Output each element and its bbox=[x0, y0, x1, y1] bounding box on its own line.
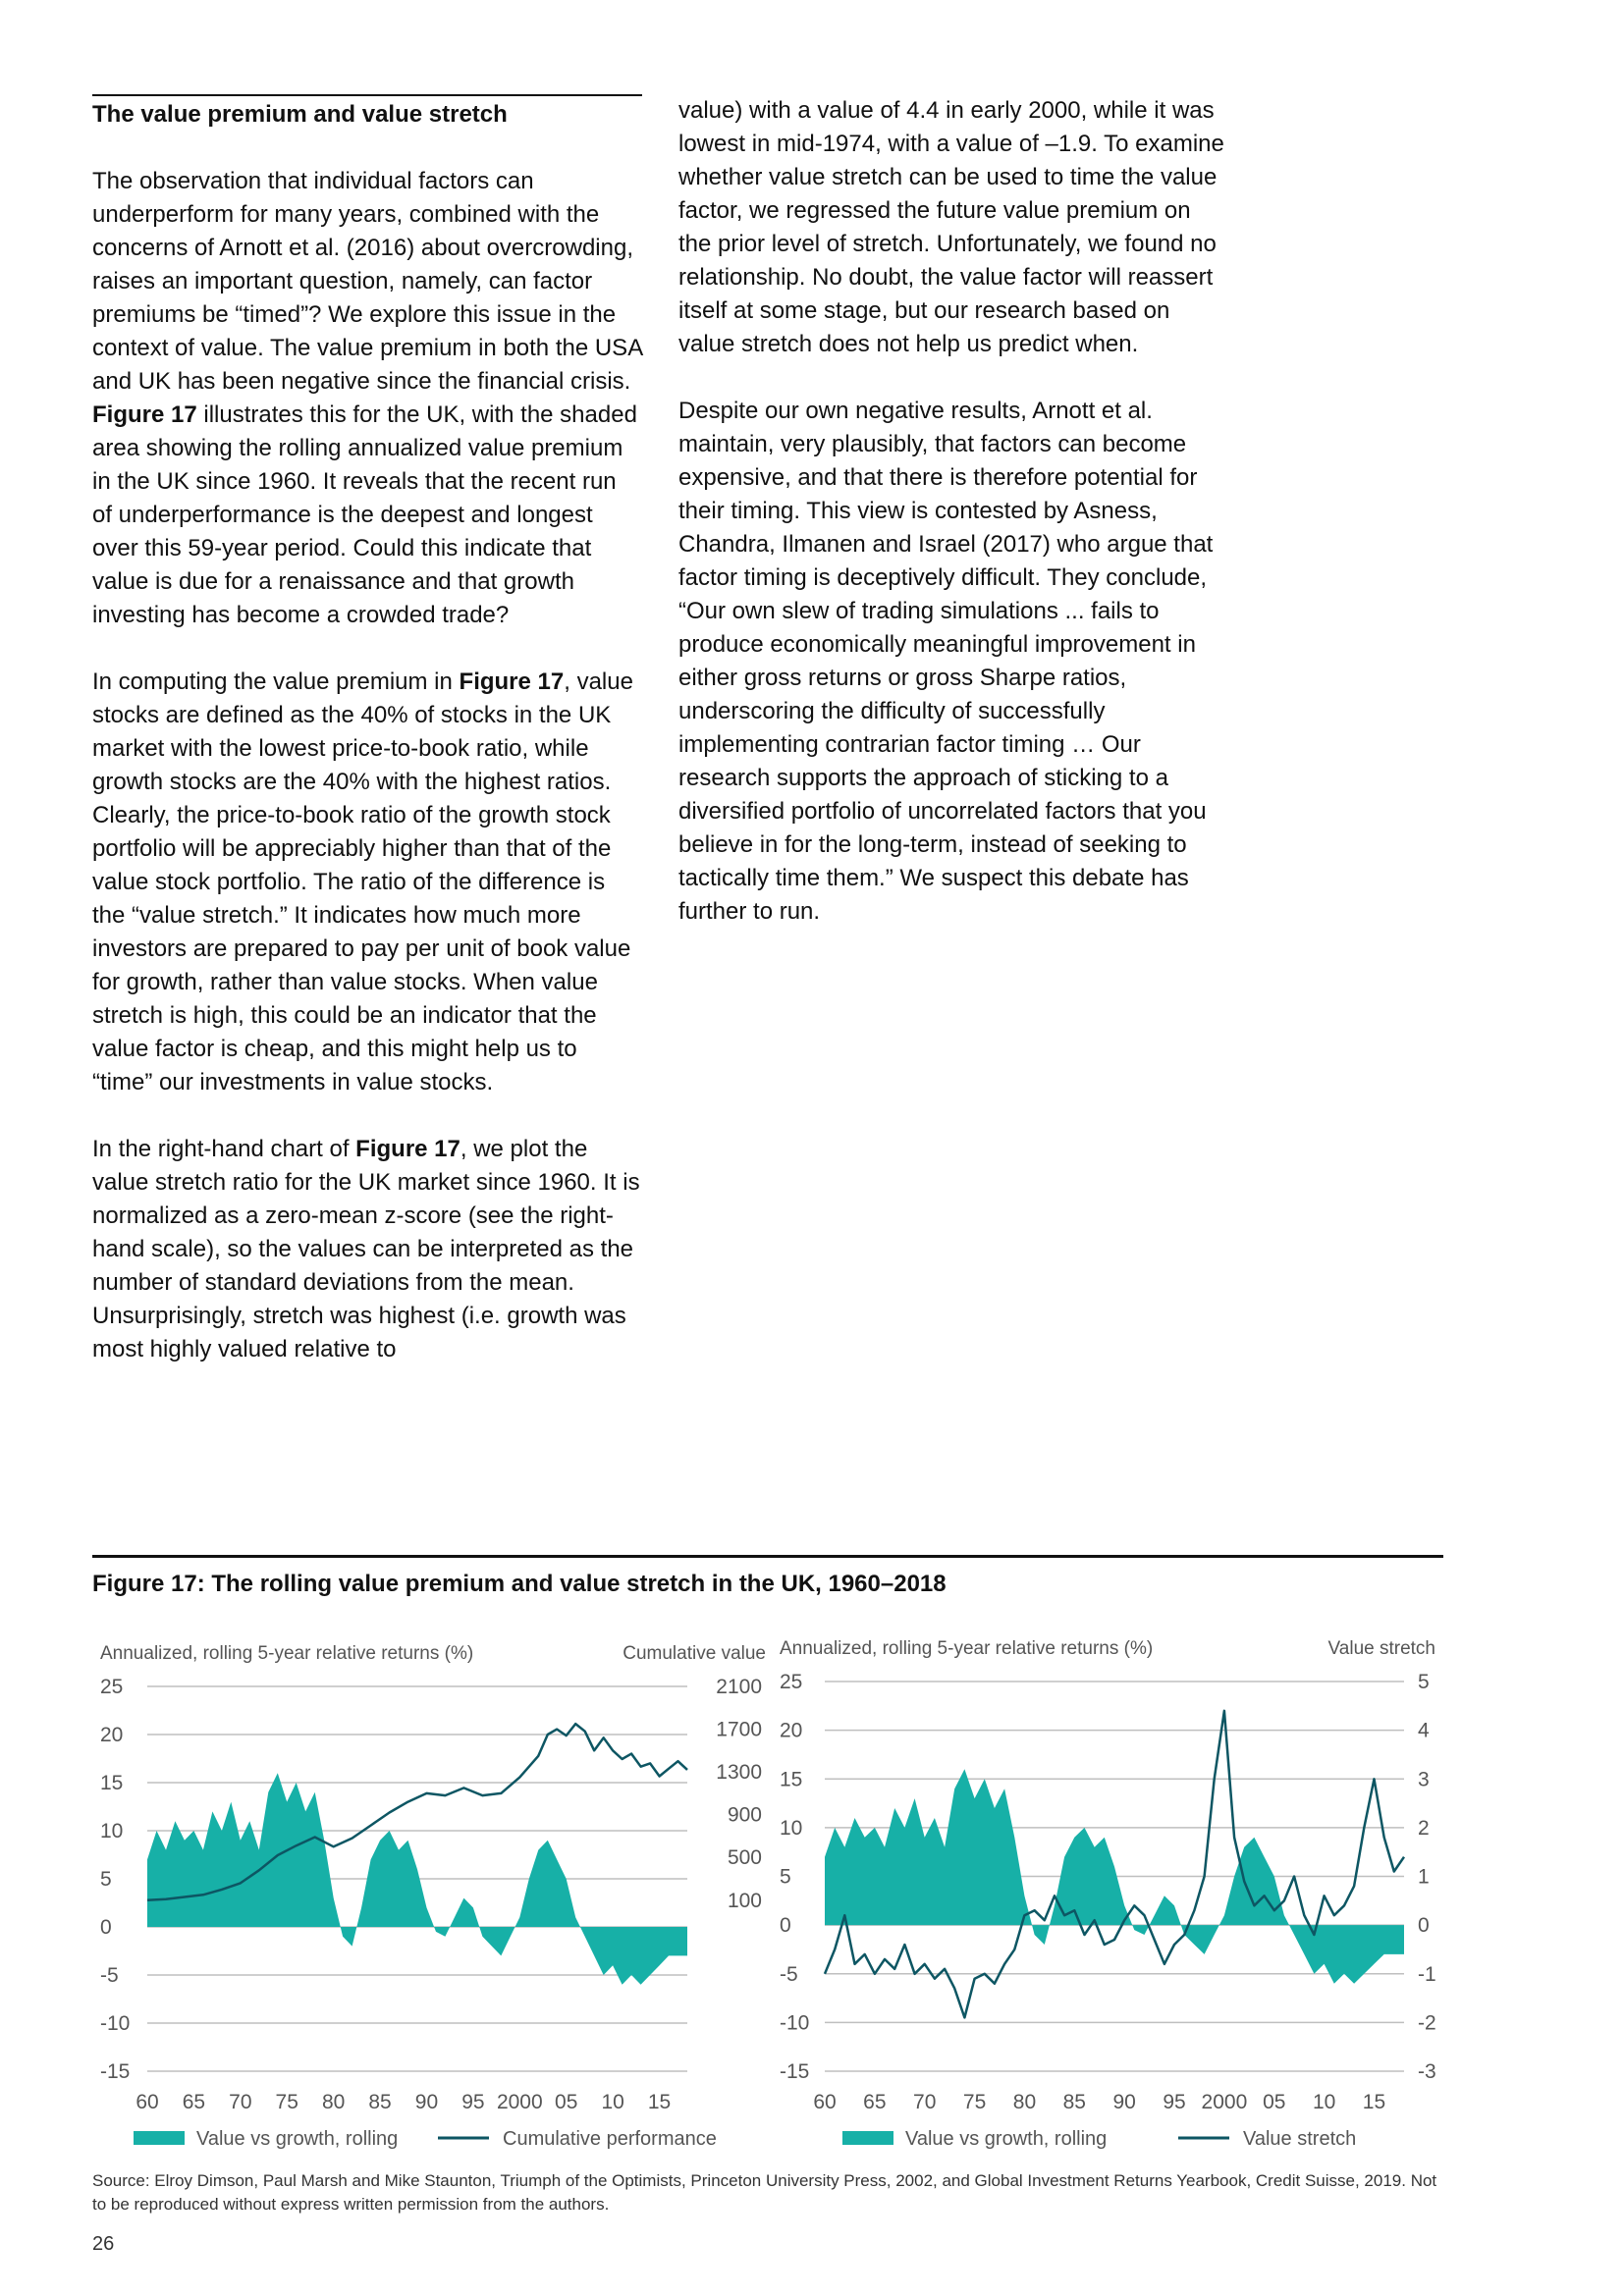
y-tick-label: 15 bbox=[100, 1772, 124, 1794]
x-tick-label: 90 bbox=[414, 2091, 439, 2113]
y2-tick-label: 5 bbox=[1418, 1671, 1430, 1693]
y-tick-label: -5 bbox=[100, 1964, 119, 1987]
right-axis-title: Cumulative value bbox=[623, 1643, 766, 1664]
x-tick-label: 70 bbox=[229, 2091, 252, 2113]
x-tick-label: 05 bbox=[1263, 2091, 1286, 2113]
figure-reference: Figure 17 bbox=[92, 401, 197, 428]
legend-label: Value stretch bbox=[1243, 2128, 1357, 2150]
y2-tick-label: 1700 bbox=[716, 1718, 762, 1741]
y-tick-label: 10 bbox=[100, 1820, 124, 1842]
y-tick-label: 5 bbox=[780, 1865, 791, 1889]
paragraph-text: The observation that individual factors can underperform for many years, combined with the concerns of Arnott et al. (2016) about overcrowding, raises an important question, namely, can factor premiums be “timed”? We explore this issue in the context of value. The value premium in both the USA and UK has been negative since the financial crisis. bbox=[92, 168, 642, 395]
right-axis-title: Value stretch bbox=[1327, 1638, 1435, 1659]
x-tick-label: 05 bbox=[555, 2091, 578, 2113]
left-axis-title: Annualized, rolling 5-year relative returns (%) bbox=[780, 1638, 1154, 1659]
x-tick-label: 90 bbox=[1112, 2091, 1136, 2113]
y2-tick-label: -1 bbox=[1418, 1962, 1436, 1986]
y2-tick-label: -3 bbox=[1418, 2060, 1436, 2083]
y2-tick-label: 3 bbox=[1418, 1768, 1430, 1791]
page-number: 26 bbox=[92, 2233, 115, 2255]
y-tick-label: -10 bbox=[780, 2011, 810, 2035]
paragraph-text: , we plot the value stretch ratio for the UK market since 1960. It is normalized as a zero-mean z-score (see the right-hand scale), so the values can be interpreted as the number of standard deviations from the mean. Unsurprisingly, stretch was highest (i.e. growth was most highly valued relative to bbox=[92, 1136, 640, 1362]
paragraph-text: In computing the value premium in bbox=[92, 668, 460, 695]
x-tick-label: 75 bbox=[962, 2091, 987, 2113]
legend-label: Cumulative performance bbox=[503, 2128, 717, 2150]
y2-tick-label: 0 bbox=[1418, 1914, 1430, 1938]
y2-tick-label: 2 bbox=[1418, 1816, 1430, 1840]
x-tick-label: 85 bbox=[368, 2091, 392, 2113]
x-tick-label: 2000 bbox=[496, 2091, 543, 2113]
x-tick-label: 60 bbox=[813, 2091, 837, 2113]
y-tick-label: -15 bbox=[780, 2060, 810, 2083]
y-tick-label: 5 bbox=[100, 1868, 112, 1891]
legend-label: Value vs growth, rolling bbox=[196, 2128, 399, 2150]
legend-area-swatch bbox=[842, 2131, 893, 2145]
y2-tick-label: 1300 bbox=[716, 1761, 762, 1785]
paragraph-text: Despite our own negative results, Arnott et al. maintain, very plausibly, that factors can become expensive, and that there is therefore potential for their timing. This view is contested by Asness, Chandra, Ilmanen and Israel (2017) who argue that factor timing is deceptively difficult. They conclude, “Our own slew of trading simulations ... fails to produce economically meaningful improvement in either gross returns or gross Sharpe ratios, underscoring the difficulty of successfully implementing contrarian factor timing … Our research supports the approach of sticking to a diversified portfolio of uncorrelated factors that you believe in for the long-term, instead of seeking to tactically time them.” We suspect this debate has further to run. bbox=[678, 398, 1214, 925]
paragraph-text: , value stocks are defined as the 40% of stocks in the UK market with the lowest price-to-book ratio, while growth stocks are the 40% with the highest ratios. Clearly, the price-to-book ratio of the growth stock portfolio will be appreciably higher than that of the value stock portfolio. The ratio of the difference is the “value stretch.” It indicates how much more investors are prepared to pay per unit of book value for growth, rather than value stocks. When value stretch is high, this could be an indicator that the value factor is cheap, and this might help us to “time” our investments in value stocks. bbox=[92, 668, 633, 1095]
figure-source: Source: Elroy Dimson, Paul Marsh and Mike Staunton, Triumph of the Optimists, Princeton University Press, 2002, and Global Investment Returns Yearbook, Credit Suisse, 2019. Not to be reproduced without express written permission from the authors. bbox=[92, 2171, 1437, 2214]
paragraph-text: value) with a value of 4.4 in early 2000, while it was lowest in mid-1974, with a value of –1.9. To examine whether value stretch can be used to time the value factor, we regressed the future value premium on the prior level of stretch. Unfortunately, we found no relationship. No doubt, the value factor will reassert itself at some stage, but our research based on value stretch does not help us predict when. bbox=[678, 97, 1224, 357]
y2-tick-label: 4 bbox=[1418, 1719, 1430, 1742]
x-tick-label: 95 bbox=[461, 2091, 485, 2113]
y2-tick-label: 100 bbox=[727, 1889, 762, 1912]
y2-tick-label: 900 bbox=[727, 1803, 762, 1827]
y-tick-label: -10 bbox=[100, 2012, 131, 2035]
y2-tick-label: -2 bbox=[1418, 2011, 1436, 2035]
figure-reference: Figure 17 bbox=[355, 1136, 460, 1162]
x-tick-label: 80 bbox=[321, 2091, 346, 2113]
figure-title: Figure 17: The rolling value premium and value stretch in the UK, 1960–2018 bbox=[92, 1571, 947, 1597]
y-tick-label: 20 bbox=[100, 1724, 124, 1746]
y-tick-label: 10 bbox=[780, 1816, 803, 1840]
x-tick-label: 95 bbox=[1163, 2091, 1186, 2113]
y-tick-label: -15 bbox=[100, 2060, 131, 2083]
y2-tick-label: 500 bbox=[727, 1846, 762, 1870]
chart-right bbox=[780, 1638, 1436, 2150]
y-tick-label: 25 bbox=[780, 1671, 803, 1693]
section-heading: The value premium and value stretch bbox=[92, 101, 508, 128]
y-tick-label: 15 bbox=[780, 1768, 803, 1791]
y-tick-label: 25 bbox=[100, 1676, 124, 1698]
paragraph-text: illustrates this for the UK, with the shaded area showing the rolling annualized value premium in the UK since 1960. It reveals that the recent run of underperformance is the deepest and longest over this 59-year period. Could this indicate that value is due for a renaissance and that growth investing has become a crowded trade? bbox=[92, 401, 637, 628]
y-tick-label: 20 bbox=[780, 1719, 803, 1742]
x-tick-label: 10 bbox=[601, 2091, 624, 2113]
y2-tick-label: 1 bbox=[1418, 1865, 1430, 1889]
y-tick-label: -5 bbox=[780, 1962, 798, 1986]
x-tick-label: 70 bbox=[913, 2091, 937, 2113]
y2-tick-label: 2100 bbox=[716, 1676, 762, 1698]
x-tick-label: 10 bbox=[1312, 2091, 1336, 2113]
x-tick-label: 15 bbox=[647, 2091, 672, 2113]
figure-reference: Figure 17 bbox=[459, 668, 565, 695]
x-tick-label: 65 bbox=[863, 2091, 887, 2113]
x-tick-label: 75 bbox=[275, 2091, 298, 2113]
x-tick-label: 85 bbox=[1062, 2091, 1086, 2113]
chart-left bbox=[100, 1643, 766, 2150]
x-tick-label: 2000 bbox=[1201, 2091, 1248, 2113]
y-tick-label: 0 bbox=[780, 1914, 791, 1938]
left-axis-title: Annualized, rolling 5-year relative returns (%) bbox=[100, 1643, 474, 1664]
y-tick-label: 0 bbox=[100, 1916, 112, 1939]
legend-label: Value vs growth, rolling bbox=[905, 2128, 1108, 2150]
paragraph-text: In the right-hand chart of bbox=[92, 1136, 356, 1162]
x-tick-label: 15 bbox=[1362, 2091, 1386, 2113]
x-tick-label: 65 bbox=[182, 2091, 206, 2113]
legend-area-swatch bbox=[134, 2131, 185, 2145]
x-tick-label: 60 bbox=[135, 2091, 159, 2113]
x-tick-label: 80 bbox=[1012, 2091, 1037, 2113]
